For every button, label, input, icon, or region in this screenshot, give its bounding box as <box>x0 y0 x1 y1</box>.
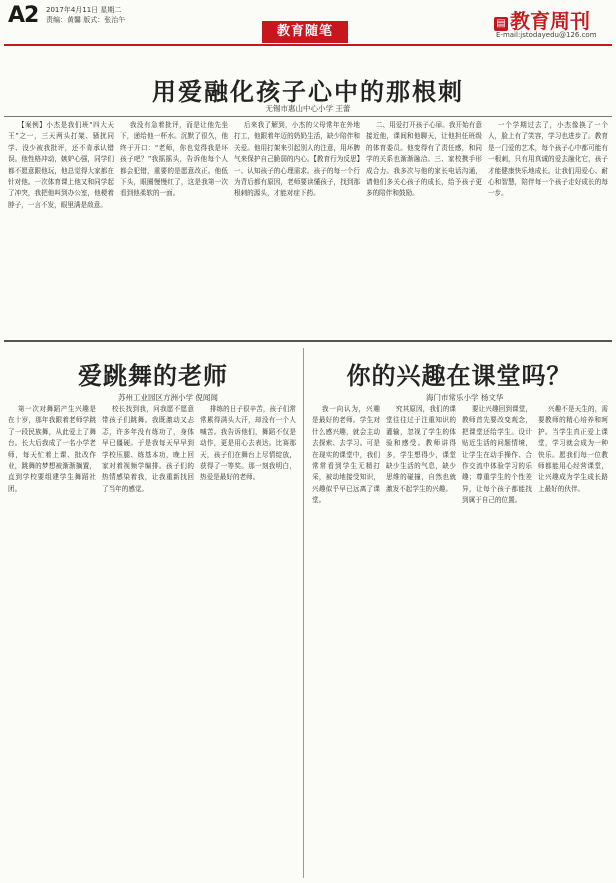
section-divider <box>4 340 612 342</box>
header-rule <box>4 44 612 46</box>
article-2-byline: 苏州工业园区方洲小学 倪闻闻 <box>118 393 218 402</box>
article-3-column-3: 要让兴趣回到课堂，教师首先要改变观念，把课堂还给学生。设计贴近生活的问题情境，让学生在动手操作、合作交流中体验学习的乐趣；尊重学生的个性差异，让每个孩子都能找到属于自己的位置。 <box>462 405 532 505</box>
article-2-column-2: 校长找到我，问我愿不愿意带孩子们跳舞。我既激动又忐忑，许多年没有练功了，身体早已僵硬。于是我每天早早到学校压腿、练基本功，晚上回家对着视频学编排。孩子们的热情感染着我，让我重新找回了当年的感觉。 <box>102 405 194 493</box>
issue-date: 2017年4月11日 星期二 <box>46 6 122 14</box>
article-separator <box>303 348 304 878</box>
article-1-top-rule <box>4 116 612 117</box>
article-2-title: 爱跳舞的老师 <box>78 362 228 390</box>
page-header <box>0 0 616 50</box>
article-2-column-1: 第一次对舞蹈产生兴趣是在十岁，那年我跟着老师学跳了一段民族舞，从此爱上了舞台。长大后我成了一名小学老师，每天忙着上课、批改作业，跳舞的梦想被渐渐搁置，直到学校要组建学生舞蹈社团。 <box>8 405 96 493</box>
section-tag: 教育随笔 <box>262 21 348 43</box>
article-3-column-4: 兴趣不是天生的，需要教师的精心培养和呵护。当学生真正爱上课堂，学习就会成为一种快乐。愿我们每一位教师都能用心经营课堂，让兴趣成为学生成长路上最好的伙伴。 <box>538 405 608 493</box>
article-1-column-5: 一个学期过去了，小杰像换了一个人，脸上有了笑容，学习也进步了。教育是一门爱的艺术，每个孩子心中都可能有一根刺，只有用真诚的爱去融化它，孩子才能健康快乐地成长。让我们用爱心、耐心和智慧，陪伴每一个孩子走好成长的每一步。 <box>488 121 608 198</box>
article-1-column-1: 【案例】小杰是我们班“四大天王”之一，三天两头打架、骚扰同学、没少被我批评，还不肯承认错误。他性格冲动，嫉妒心强，同学们都不愿意跟他玩，他总觉得大家都在针对他。一次体育课上他又和同学起了冲突，我把他叫到办公室，他梗着脖子，一言不发，眼里满是敌意。 <box>8 121 114 209</box>
page-number: A2 <box>8 3 39 28</box>
editor-credit: 责编：黄馨 版式：张治午 <box>46 16 126 24</box>
article-1-column-4: 二、用爱打开孩子心扉。我开始有意接近他，课间和他聊天，让他担任班级的体育委员。他变得有了责任感，和同学的关系也渐渐融洽。三、家校携手形成合力。我多次与他的家长电话沟通，请他们多关心孩子的成长，给予孩子更多的陪伴和鼓励。 <box>366 121 482 198</box>
masthead-logo <box>494 5 590 34</box>
article-3-column-1: 我一向认为，兴趣是最好的老师。学生对什么感兴趣，就会主动去探索、去学习。可是在现实的课堂中，我们常常看到学生无精打采，被动地接受知识，兴趣似乎早已远离了课堂。 <box>312 405 380 505</box>
logo-text: 教育周刊 <box>510 9 590 33</box>
article-3-column-2: 究其原因，我们的课堂往往过于注重知识的灌输，忽视了学生的体验和感受。教师讲得多，学生想得少，课堂缺少生活的气息，缺少思维的碰撞，自然也就激发不起学生的兴趣。 <box>386 405 456 493</box>
article-1-title: 用爱融化孩子心中的那根刺 <box>152 78 464 106</box>
article-2-column-3: 排练的日子很辛苦，孩子们常常累得满头大汗，却没有一个人喊苦。我告诉他们，舞蹈不仅是动作，更是用心去表达。比赛那天，孩子们在舞台上尽情绽放，获得了一等奖。那一刻我明白，热爱是最好的老师。 <box>200 405 296 482</box>
book-icon: ▤ <box>494 17 508 31</box>
article-1-column-3: 后来我了解到，小杰的父母常年在外地打工，他跟着年迈的奶奶生活，缺少陪伴和关爱。他用打架来引起别人的注意，用坏脾气来保护自己脆弱的内心。【教育行为反思】一、认知孩子的心理需求。孩子的每一个行为背后都有原因，老师要读懂孩子，找到那根刺的源头，才能对症下药。 <box>234 121 360 198</box>
contact-email: E-mail:jstodayedu@126.com <box>496 31 597 39</box>
article-3-byline: 海门市常乐小学 杨文华 <box>426 393 504 402</box>
article-3-title: 你的兴趣在课堂吗？ <box>346 362 572 390</box>
article-1-byline: 无锡市惠山中心小学 王蕾 <box>265 104 351 113</box>
article-1-column-2: 我没有急着批评，而是让他先坐下，递给他一杯水。沉默了很久，他终于开口：“老师，你也觉得我是坏孩子吧？”我摇摇头，告诉他每个人都会犯错，重要的是愿意改正。他低下头，眼圈慢慢红了，这是我第一次看到他柔软的一面。 <box>120 121 228 198</box>
